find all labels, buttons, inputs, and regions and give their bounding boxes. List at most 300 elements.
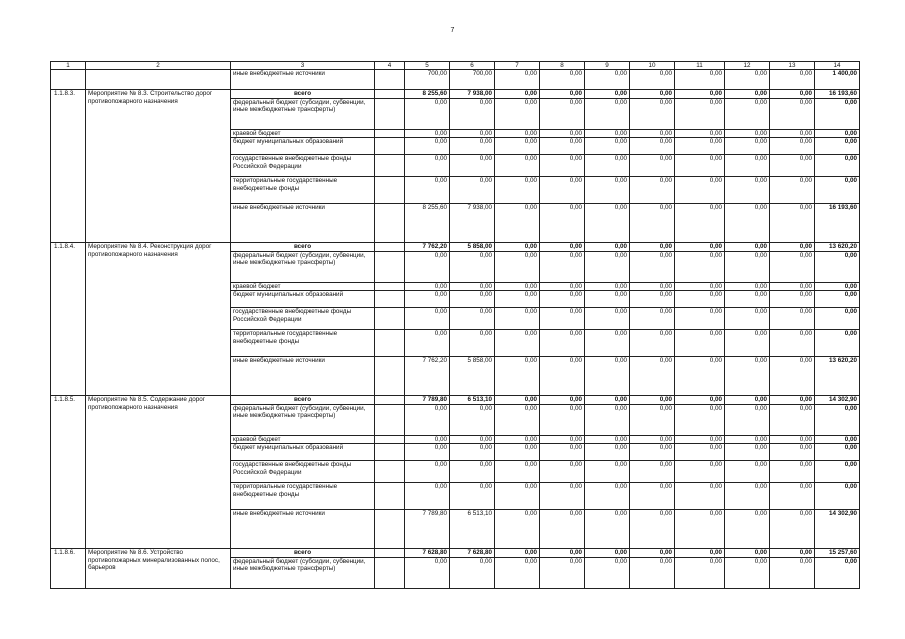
- column-number: 2: [86, 62, 231, 70]
- value-cell: 0,00: [630, 557, 675, 588]
- empty-cell: [375, 291, 405, 308]
- value-cell: 13 620,20: [815, 243, 860, 252]
- value-cell: 0,00: [540, 308, 585, 330]
- source-cell: краевой бюджет: [231, 282, 375, 291]
- value-cell: 0,00: [585, 549, 630, 558]
- value-cell: 0,00: [630, 129, 675, 138]
- value-cell: 0,00: [725, 251, 770, 282]
- value-cell: 0,00: [585, 483, 630, 510]
- value-cell: 0,00: [815, 138, 860, 155]
- empty-cell: [375, 282, 405, 291]
- value-cell: 0,00: [630, 330, 675, 357]
- value-cell: 0,00: [675, 282, 725, 291]
- value-cell: 0,00: [630, 177, 675, 204]
- value-cell: 0,00: [450, 155, 495, 177]
- value-cell: 0,00: [725, 282, 770, 291]
- value-cell: 0,00: [675, 404, 725, 435]
- value-cell: 0,00: [450, 404, 495, 435]
- source-cell: государственные внебюджетные фонды Российской Федерации: [231, 461, 375, 483]
- value-cell: 0,00: [675, 557, 725, 588]
- value-cell: 0,00: [495, 557, 540, 588]
- value-cell: 0,00: [495, 243, 540, 252]
- value-cell: 0,00: [770, 404, 815, 435]
- value-cell: 0,00: [495, 444, 540, 461]
- column-number: 11: [675, 62, 725, 70]
- value-cell: 0,00: [675, 204, 725, 243]
- value-cell: 0,00: [405, 308, 450, 330]
- value-cell: 7 762,20: [405, 243, 450, 252]
- value-cell: 0,00: [815, 444, 860, 461]
- value-cell: 0,00: [495, 549, 540, 558]
- value-cell: 0,00: [495, 70, 540, 90]
- value-cell: 0,00: [675, 396, 725, 405]
- value-cell: 0,00: [725, 404, 770, 435]
- value-cell: 0,00: [450, 282, 495, 291]
- value-cell: 0,00: [725, 435, 770, 444]
- measure-title: Мероприятие № 8.3. Строительство дорог противопожарного назначения: [86, 90, 231, 243]
- value-cell: 0,00: [725, 330, 770, 357]
- value-cell: 16 193,60: [815, 204, 860, 243]
- value-cell: 0,00: [815, 308, 860, 330]
- measure-code: 1.1.8.4.: [51, 243, 86, 396]
- value-cell: 8 255,60: [405, 90, 450, 99]
- value-cell: 0,00: [450, 98, 495, 129]
- source-cell: территориальные государственные внебюджетные фонды: [231, 483, 375, 510]
- empty-cell: [375, 557, 405, 588]
- value-cell: 0,00: [675, 330, 725, 357]
- value-cell: 0,00: [405, 330, 450, 357]
- column-number-row: [51, 62, 860, 70]
- value-cell: 0,00: [450, 291, 495, 308]
- value-cell: 0,00: [630, 444, 675, 461]
- value-cell: 0,00: [450, 251, 495, 282]
- value-cell: 0,00: [495, 404, 540, 435]
- value-cell: 0,00: [495, 138, 540, 155]
- value-cell: 0,00: [725, 308, 770, 330]
- source-cell: территориальные государственные внебюджетные фонды: [231, 177, 375, 204]
- value-cell: 0,00: [770, 483, 815, 510]
- value-cell: 0,00: [495, 396, 540, 405]
- measure-title: Мероприятие № 8.4. Реконструкция дорог противопожарного назначения: [86, 243, 231, 396]
- empty-cell: [375, 330, 405, 357]
- value-cell: 0,00: [630, 155, 675, 177]
- value-cell: 0,00: [495, 90, 540, 99]
- value-cell: 14 302,90: [815, 396, 860, 405]
- value-cell: 0,00: [770, 308, 815, 330]
- value-cell: 0,00: [630, 396, 675, 405]
- value-cell: 5 858,00: [450, 243, 495, 252]
- column-number: 3: [231, 62, 375, 70]
- value-cell: 0,00: [725, 396, 770, 405]
- value-cell: 0,00: [495, 435, 540, 444]
- value-cell: 6 513,10: [450, 510, 495, 549]
- value-cell: 0,00: [725, 357, 770, 396]
- value-cell: 0,00: [630, 138, 675, 155]
- column-number: 7: [495, 62, 540, 70]
- value-cell: 0,00: [540, 243, 585, 252]
- value-cell: 0,00: [405, 435, 450, 444]
- value-cell: 0,00: [540, 98, 585, 129]
- value-cell: 700,00: [450, 70, 495, 90]
- value-cell: 0,00: [675, 435, 725, 444]
- value-cell: 0,00: [770, 444, 815, 461]
- value-cell: 0,00: [815, 98, 860, 129]
- value-cell: 0,00: [630, 251, 675, 282]
- empty-cell: [375, 549, 405, 558]
- empty-cell: [375, 155, 405, 177]
- value-cell: 0,00: [405, 282, 450, 291]
- value-cell: 0,00: [725, 483, 770, 510]
- value-cell: 0,00: [725, 98, 770, 129]
- value-cell: 0,00: [540, 251, 585, 282]
- value-cell: 0,00: [405, 404, 450, 435]
- value-cell: 0,00: [495, 461, 540, 483]
- value-cell: 0,00: [675, 308, 725, 330]
- value-cell: 0,00: [450, 557, 495, 588]
- value-cell: 0,00: [540, 70, 585, 90]
- value-cell: 0,00: [770, 557, 815, 588]
- value-cell: 0,00: [585, 291, 630, 308]
- value-cell: 7 938,00: [450, 90, 495, 99]
- value-cell: 0,00: [450, 435, 495, 444]
- value-cell: 0,00: [495, 204, 540, 243]
- value-cell: 0,00: [450, 177, 495, 204]
- source-cell: иные внебюджетные источники: [231, 204, 375, 243]
- value-cell: 0,00: [540, 138, 585, 155]
- value-cell: 0,00: [725, 90, 770, 99]
- value-cell: 0,00: [725, 291, 770, 308]
- value-cell: 0,00: [585, 204, 630, 243]
- value-cell: 7 628,80: [450, 549, 495, 558]
- value-cell: 0,00: [815, 483, 860, 510]
- value-cell: 0,00: [540, 357, 585, 396]
- value-cell: 14 302,90: [815, 510, 860, 549]
- value-cell: 0,00: [725, 155, 770, 177]
- value-cell: 0,00: [675, 291, 725, 308]
- value-cell: 0,00: [725, 510, 770, 549]
- column-number: 6: [450, 62, 495, 70]
- value-cell: 0,00: [675, 510, 725, 549]
- value-cell: 0,00: [540, 396, 585, 405]
- value-cell: 0,00: [815, 177, 860, 204]
- value-cell: 0,00: [630, 435, 675, 444]
- value-cell: 0,00: [585, 308, 630, 330]
- value-cell: 0,00: [815, 155, 860, 177]
- value-cell: 0,00: [770, 243, 815, 252]
- value-cell: 1 400,00: [815, 70, 860, 90]
- value-cell: 0,00: [675, 155, 725, 177]
- value-cell: 0,00: [815, 461, 860, 483]
- value-cell: 0,00: [725, 138, 770, 155]
- value-cell: 0,00: [770, 177, 815, 204]
- value-cell: 0,00: [585, 155, 630, 177]
- value-cell: 0,00: [495, 330, 540, 357]
- value-cell: 0,00: [770, 251, 815, 282]
- value-cell: 0,00: [585, 138, 630, 155]
- empty-cell: [375, 177, 405, 204]
- empty-cell: [375, 308, 405, 330]
- value-cell: 7 938,00: [450, 204, 495, 243]
- value-cell: 0,00: [725, 557, 770, 588]
- value-cell: 0,00: [585, 444, 630, 461]
- value-cell: 0,00: [405, 251, 450, 282]
- value-cell: 0,00: [630, 291, 675, 308]
- value-cell: 0,00: [585, 404, 630, 435]
- value-cell: 0,00: [770, 204, 815, 243]
- code-cell: [51, 70, 86, 90]
- value-cell: 0,00: [770, 138, 815, 155]
- value-cell: 0,00: [630, 549, 675, 558]
- value-cell: 0,00: [585, 357, 630, 396]
- value-cell: 0,00: [540, 204, 585, 243]
- source-cell: федеральный бюджет (субсидии, субвенции, иные межбюджетные трансферты): [231, 557, 375, 588]
- value-cell: 0,00: [540, 557, 585, 588]
- value-cell: 0,00: [630, 90, 675, 99]
- value-cell: 0,00: [405, 138, 450, 155]
- value-cell: 0,00: [725, 129, 770, 138]
- value-cell: 0,00: [585, 282, 630, 291]
- value-cell: 0,00: [540, 330, 585, 357]
- empty-cell: [375, 461, 405, 483]
- source-cell: краевой бюджет: [231, 129, 375, 138]
- source-cell: иные внебюджетные источники: [231, 70, 375, 90]
- value-cell: 15 257,60: [815, 549, 860, 558]
- value-cell: 0,00: [540, 404, 585, 435]
- measure-total-row: [51, 396, 860, 405]
- value-cell: 0,00: [405, 461, 450, 483]
- source-cell: территориальные государственные внебюджетные фонды: [231, 330, 375, 357]
- empty-cell: [375, 70, 405, 90]
- value-cell: 0,00: [725, 549, 770, 558]
- value-cell: 0,00: [815, 435, 860, 444]
- value-cell: 0,00: [585, 90, 630, 99]
- empty-cell: [375, 138, 405, 155]
- value-cell: 0,00: [540, 291, 585, 308]
- empty-cell: [375, 444, 405, 461]
- value-cell: 0,00: [405, 444, 450, 461]
- value-cell: 8 255,60: [405, 204, 450, 243]
- value-cell: 0,00: [675, 549, 725, 558]
- value-cell: 0,00: [450, 444, 495, 461]
- empty-cell: [375, 98, 405, 129]
- value-cell: 0,00: [770, 357, 815, 396]
- measure-total-row: [51, 243, 860, 252]
- value-cell: 0,00: [540, 177, 585, 204]
- value-cell: 0,00: [405, 155, 450, 177]
- column-number: 9: [585, 62, 630, 70]
- measure-code: 1.1.8.6.: [51, 549, 86, 589]
- value-cell: 0,00: [540, 129, 585, 138]
- value-cell: 0,00: [540, 435, 585, 444]
- value-cell: 700,00: [405, 70, 450, 90]
- value-cell: 0,00: [540, 510, 585, 549]
- empty-cell: [375, 483, 405, 510]
- value-cell: 5 858,00: [450, 357, 495, 396]
- measure-title: Мероприятие № 8.6. Устройство противопожарных минерализованных полос, барьеров: [86, 549, 231, 589]
- value-cell: 0,00: [675, 90, 725, 99]
- value-cell: 0,00: [815, 282, 860, 291]
- source-cell: всего: [231, 243, 375, 252]
- budget-table: [50, 61, 860, 589]
- value-cell: 0,00: [770, 330, 815, 357]
- column-number: 5: [405, 62, 450, 70]
- column-number: 10: [630, 62, 675, 70]
- value-cell: 0,00: [815, 129, 860, 138]
- value-cell: 0,00: [585, 251, 630, 282]
- value-cell: 0,00: [540, 461, 585, 483]
- value-cell: 0,00: [450, 483, 495, 510]
- value-cell: 7 789,80: [405, 510, 450, 549]
- value-cell: 0,00: [675, 129, 725, 138]
- value-cell: 0,00: [540, 90, 585, 99]
- column-number: 13: [770, 62, 815, 70]
- source-cell: иные внебюджетные источники: [231, 357, 375, 396]
- value-cell: 0,00: [815, 557, 860, 588]
- value-cell: 0,00: [675, 444, 725, 461]
- value-cell: 0,00: [770, 291, 815, 308]
- value-cell: 0,00: [495, 129, 540, 138]
- column-number: 1: [51, 62, 86, 70]
- value-cell: 0,00: [405, 129, 450, 138]
- value-cell: 0,00: [770, 98, 815, 129]
- value-cell: 0,00: [450, 308, 495, 330]
- value-cell: 0,00: [675, 138, 725, 155]
- value-cell: 0,00: [495, 357, 540, 396]
- source-cell: всего: [231, 396, 375, 405]
- value-cell: 0,00: [675, 243, 725, 252]
- value-cell: 0,00: [540, 483, 585, 510]
- value-cell: 0,00: [450, 138, 495, 155]
- value-cell: 0,00: [585, 330, 630, 357]
- empty-cell: [375, 243, 405, 252]
- value-cell: 0,00: [450, 330, 495, 357]
- value-cell: 7 789,80: [405, 396, 450, 405]
- value-cell: 0,00: [405, 557, 450, 588]
- empty-cell: [375, 251, 405, 282]
- value-cell: 0,00: [495, 251, 540, 282]
- source-cell: бюджет муниципальных образований: [231, 291, 375, 308]
- value-cell: 0,00: [585, 461, 630, 483]
- source-cell: краевой бюджет: [231, 435, 375, 444]
- empty-cell: [375, 129, 405, 138]
- value-cell: 7 628,80: [405, 549, 450, 558]
- source-cell: всего: [231, 90, 375, 99]
- source-cell: федеральный бюджет (субсидии, субвенции, иные межбюджетные трансферты): [231, 98, 375, 129]
- value-cell: 0,00: [770, 90, 815, 99]
- value-cell: 0,00: [405, 177, 450, 204]
- source-cell: бюджет муниципальных образований: [231, 138, 375, 155]
- column-number: 8: [540, 62, 585, 70]
- value-cell: 0,00: [675, 357, 725, 396]
- value-cell: 0,00: [815, 404, 860, 435]
- value-cell: 0,00: [585, 70, 630, 90]
- value-cell: 16 193,60: [815, 90, 860, 99]
- value-cell: 0,00: [630, 357, 675, 396]
- source-cell: федеральный бюджет (субсидии, субвенции, иные межбюджетные трансферты): [231, 404, 375, 435]
- value-cell: 0,00: [770, 155, 815, 177]
- source-cell: иные внебюджетные источники: [231, 510, 375, 549]
- value-cell: 0,00: [495, 510, 540, 549]
- value-cell: 0,00: [770, 282, 815, 291]
- value-cell: 0,00: [630, 461, 675, 483]
- value-cell: 0,00: [495, 155, 540, 177]
- value-cell: 0,00: [405, 483, 450, 510]
- value-cell: 0,00: [770, 510, 815, 549]
- value-cell: 0,00: [630, 483, 675, 510]
- value-cell: 0,00: [630, 70, 675, 90]
- value-cell: 0,00: [675, 461, 725, 483]
- source-cell: государственные внебюджетные фонды Российской Федерации: [231, 308, 375, 330]
- value-cell: 0,00: [725, 461, 770, 483]
- value-cell: 0,00: [770, 70, 815, 90]
- measure-code: 1.1.8.3.: [51, 90, 86, 243]
- value-cell: 0,00: [585, 510, 630, 549]
- source-cell: бюджет муниципальных образований: [231, 444, 375, 461]
- table-row: [51, 70, 860, 90]
- value-cell: 0,00: [540, 155, 585, 177]
- value-cell: 0,00: [585, 98, 630, 129]
- measure-total-row: [51, 549, 860, 558]
- value-cell: 0,00: [495, 291, 540, 308]
- value-cell: 0,00: [540, 282, 585, 291]
- column-number: 14: [815, 62, 860, 70]
- value-cell: 0,00: [725, 243, 770, 252]
- title-cell: [86, 70, 231, 90]
- value-cell: 0,00: [815, 251, 860, 282]
- measure-title: Мероприятие № 8.5. Содержание дорог противопожарного назначения: [86, 396, 231, 549]
- measure-code: 1.1.8.5.: [51, 396, 86, 549]
- value-cell: 0,00: [815, 291, 860, 308]
- value-cell: 0,00: [495, 282, 540, 291]
- value-cell: 0,00: [495, 308, 540, 330]
- value-cell: 0,00: [630, 204, 675, 243]
- value-cell: 0,00: [675, 98, 725, 129]
- value-cell: 0,00: [630, 510, 675, 549]
- value-cell: 13 620,20: [815, 357, 860, 396]
- value-cell: 0,00: [770, 396, 815, 405]
- value-cell: 0,00: [725, 204, 770, 243]
- value-cell: 0,00: [585, 177, 630, 204]
- column-number: 4: [375, 62, 405, 70]
- source-cell: федеральный бюджет (субсидии, субвенции, иные межбюджетные трансферты): [231, 251, 375, 282]
- value-cell: 0,00: [585, 396, 630, 405]
- measure-total-row: [51, 90, 860, 99]
- value-cell: 0,00: [675, 483, 725, 510]
- column-number: 12: [725, 62, 770, 70]
- source-cell: всего: [231, 549, 375, 558]
- value-cell: 0,00: [675, 177, 725, 204]
- value-cell: 0,00: [495, 483, 540, 510]
- value-cell: 0,00: [540, 549, 585, 558]
- value-cell: 0,00: [585, 557, 630, 588]
- value-cell: 0,00: [630, 308, 675, 330]
- empty-cell: [375, 204, 405, 243]
- value-cell: 7 762,20: [405, 357, 450, 396]
- value-cell: 0,00: [630, 98, 675, 129]
- empty-cell: [375, 90, 405, 99]
- value-cell: 0,00: [630, 243, 675, 252]
- value-cell: 0,00: [405, 291, 450, 308]
- value-cell: 0,00: [450, 129, 495, 138]
- value-cell: 0,00: [405, 98, 450, 129]
- value-cell: 0,00: [585, 129, 630, 138]
- value-cell: 0,00: [815, 330, 860, 357]
- value-cell: 0,00: [585, 435, 630, 444]
- page-number: 7: [450, 27, 455, 34]
- value-cell: 0,00: [725, 177, 770, 204]
- empty-cell: [375, 396, 405, 405]
- value-cell: 0,00: [630, 404, 675, 435]
